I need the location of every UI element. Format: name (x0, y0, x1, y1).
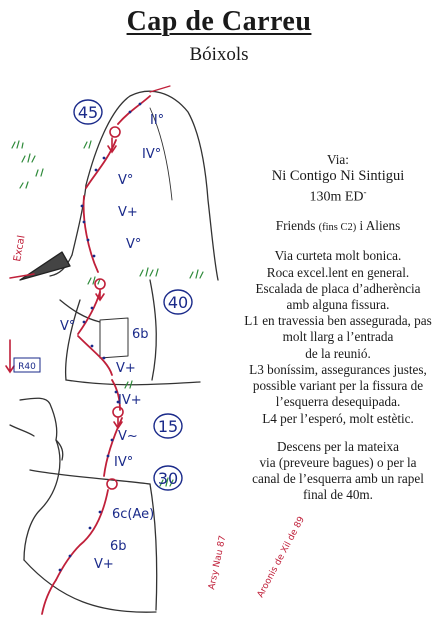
grade-11: IV° (114, 455, 134, 470)
description-line: l’esquerra desequipada. (275, 394, 401, 410)
grade-5: V° (126, 237, 142, 252)
route-name: Ni Contigo Ni Sintigui (271, 168, 405, 185)
belay-3 (113, 407, 123, 417)
page-subtitle: Bóixols (189, 44, 249, 65)
rappel-label: R40 (18, 362, 36, 372)
page-title: Cap de Carreu (126, 6, 312, 37)
pitch-length-3: 15 (157, 417, 179, 436)
grade-14: V+ (94, 557, 114, 572)
descent-line: final de 40m. (303, 487, 373, 503)
grade-7: 6b (132, 327, 149, 342)
description-line: L1 en travessia ben assegurada, pas (244, 313, 432, 329)
grade-8: V+ (116, 361, 136, 376)
grade-3: V° (118, 173, 134, 188)
gear: Friends (fins C2) i Aliens (275, 218, 401, 234)
signature-2: Aroonis de Xil de 89 (255, 515, 307, 600)
description-line: L4 per l’esperó, molt estètic. (262, 410, 414, 426)
grade-10: V~ (118, 429, 138, 444)
signature-1: Arsy Nau 87 (207, 534, 229, 591)
grade-13: 6b (110, 539, 127, 554)
grade-6: V° (60, 319, 76, 334)
grade-1: II° (150, 113, 165, 128)
description-line: amb alguna fissura. (286, 297, 390, 313)
grade-9: IV+ (118, 393, 142, 408)
route-info (236, 152, 438, 504)
via-label: Via: (327, 152, 349, 167)
length-grade: 130m ED- (309, 187, 367, 206)
description-line: molt llarg a l’entrada (282, 329, 394, 345)
descent-line: via (preveure bagues) o per la (259, 454, 417, 470)
pitch-length-1: 45 (77, 103, 99, 122)
description-line: possible variant per la fissura de (252, 378, 424, 394)
description-line: de la reunió. (305, 345, 371, 361)
pitch-length-2: 40 (167, 293, 189, 312)
description-line: Via curteta molt bonica. (274, 248, 402, 264)
pitch-length-4: 30 (157, 469, 179, 488)
description-line: L3 boníssim, assegurances justes, (249, 361, 427, 377)
belay-1 (110, 127, 120, 137)
grade-4: V+ (118, 205, 138, 220)
descent-line: canal de l’esquerra amb un rapel (252, 471, 424, 487)
descent-line: Descens per la mateixa (277, 438, 399, 454)
grade-12: 6c(Ae) (112, 507, 155, 522)
description-line: Escalada de placa d’adherència (255, 280, 421, 296)
description-line: Roca excel.lent en general. (266, 264, 410, 280)
descent-label: Excal (12, 234, 28, 263)
grades (60, 113, 164, 572)
route-line (42, 86, 170, 614)
grade-2: IV° (142, 147, 162, 162)
rock-outline (10, 91, 218, 612)
